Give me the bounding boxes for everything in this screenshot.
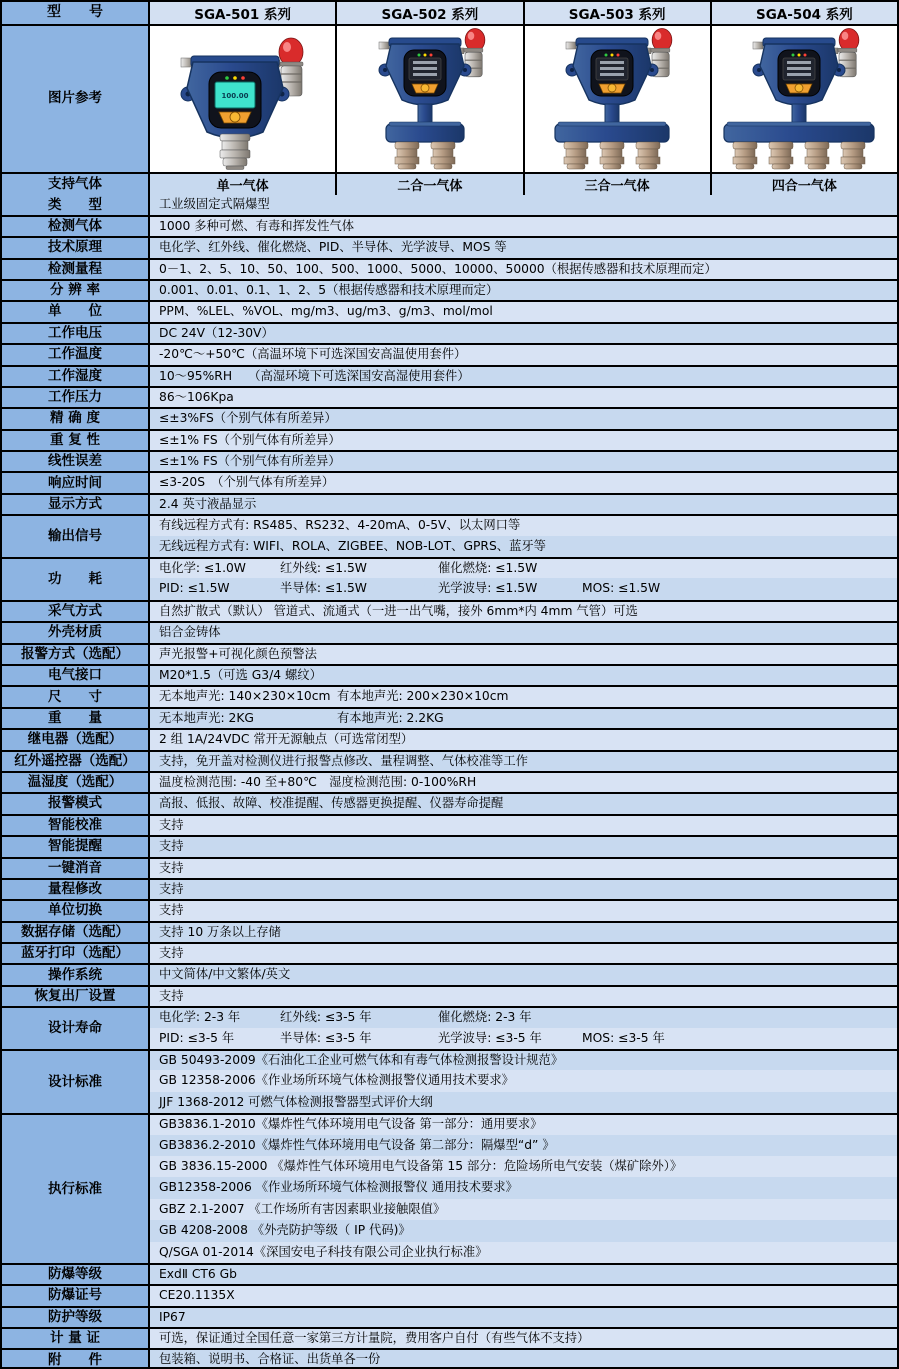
spec-row-value — [150, 388, 897, 407]
spec-row-value — [150, 431, 897, 450]
spec-value-segment: PID: ≤3-5 年 — [159, 1030, 235, 1045]
spec-value-line — [150, 709, 897, 728]
sensor-probe — [220, 134, 250, 170]
spec-row — [2, 685, 897, 706]
spec-row-value — [150, 645, 897, 664]
spec-row-value — [150, 944, 897, 963]
spec-value-segment: 电化学: 2-3 年 — [159, 1010, 241, 1025]
product-image-sga-504 — [710, 26, 897, 172]
spec-row-label: 外壳材质 — [2, 623, 150, 642]
spec-value-segment: 光学波导: ≤1.5W — [438, 581, 538, 596]
spec-row-label: 温湿度（选配） — [2, 773, 150, 792]
spec-value-line: 包装箱、说明书、合格证、出货单各一份 — [150, 1350, 897, 1369]
spec-row — [2, 1049, 897, 1113]
spec-row-value — [150, 1308, 897, 1327]
spec-row-value — [150, 473, 897, 492]
spec-value-line: 中文简体/中文繁体/英文 — [150, 965, 897, 984]
spec-row-value — [150, 752, 897, 771]
spec-row-label: 智能提醒 — [2, 837, 150, 856]
spec-value-line: GB 50493-2009《石油化工企业可燃气体和有毒气体检测报警设计规范》 — [150, 1051, 897, 1070]
spec-row — [2, 942, 897, 963]
spec-row-value — [150, 602, 897, 621]
spec-value-line: 支持 10 万条以上存储 — [150, 923, 897, 942]
spec-value-line: 电化学、红外线、催化燃烧、PID、半导体、光学波导、MOS 等 — [150, 238, 897, 257]
spec-row-value — [150, 1008, 897, 1049]
spec-row-label: 工作温度 — [2, 345, 150, 364]
spec-row-label: 功 耗 — [2, 559, 150, 600]
spec-value-line: DC 24V（12-30V） — [150, 324, 897, 343]
spec-row — [2, 514, 897, 557]
spec-row-value — [150, 217, 897, 236]
spec-value-line: -20℃～+50℃（高温环境下可选深国安高温使用套件） — [150, 345, 897, 364]
spec-row-label: 单 位 — [2, 302, 150, 321]
spec-row-label: 工作电压 — [2, 324, 150, 343]
spec-row-label: 智能校准 — [2, 816, 150, 835]
spec-row-value — [150, 666, 897, 685]
spec-value-line: ≤3-20S （个别气体有所差异） — [150, 473, 897, 492]
spec-value-line: 高报、低报、故障、校准提醒、传感器更换提醒、仪器寿命提醒 — [150, 794, 897, 813]
spec-row-value — [150, 880, 897, 899]
manifold-bar — [555, 122, 669, 142]
spec-row — [2, 899, 897, 920]
gas-detector-illustration — [340, 28, 520, 170]
spec-value-line: IP67 — [150, 1308, 897, 1327]
spec-row-label: 继电器（选配） — [2, 730, 150, 749]
supported-gas-cells — [150, 174, 897, 195]
model-name: SGA-501 系列 — [150, 2, 335, 24]
spec-row — [2, 985, 897, 1006]
spec-row — [2, 857, 897, 878]
product-image-cells — [150, 26, 897, 172]
spec-row-value — [150, 965, 897, 984]
spec-row-label: 报警方式（选配） — [2, 645, 150, 664]
spec-value-line: ≤±1% FS（个别气体有所差异） — [150, 431, 897, 450]
sensor-probes — [733, 142, 865, 169]
model-name: SGA-502 系列 — [335, 2, 522, 24]
detector-body — [566, 29, 672, 126]
spec-row-value — [150, 345, 897, 364]
spec-row — [2, 195, 897, 214]
spec-value-segment: MOS: ≤3-5 年 — [582, 1030, 665, 1045]
gas-row-label: 支持气体 — [2, 174, 150, 195]
spec-row — [2, 300, 897, 321]
spec-row-value — [150, 195, 897, 214]
spec-value-line: 10～95%RH （高湿环境下可选深国安高湿使用套件） — [150, 367, 897, 386]
spec-row-label: 单位切换 — [2, 901, 150, 920]
model-row-label: 型 号 — [2, 2, 150, 24]
spec-row-label: 工作湿度 — [2, 367, 150, 386]
spec-row-value — [150, 923, 897, 942]
spec-value-line: 工业级固定式隔爆型 — [150, 195, 897, 214]
spec-row-label: 电气接口 — [2, 666, 150, 685]
spec-row-label: 响应时间 — [2, 473, 150, 492]
spec-row-value — [150, 987, 897, 1006]
spec-row-value — [150, 452, 897, 471]
spec-row-label: 量程修改 — [2, 880, 150, 899]
spec-row-label: 采气方式 — [2, 602, 150, 621]
spec-value-line: 支持 — [150, 816, 897, 835]
spec-value-line: 温度检测范围: -40 至+80℃ 湿度检测范围: 0-100%RH — [150, 773, 897, 792]
spec-row — [2, 664, 897, 685]
model-name: SGA-504 系列 — [710, 2, 897, 24]
spec-value-line: 2 组 1A/24VDC 常开无源触点（可选常闭型） — [150, 730, 897, 749]
spec-value-segment: 催化燃烧: 2-3 年 — [438, 1010, 532, 1025]
spec-row-value — [150, 816, 897, 835]
spec-row-value — [150, 1265, 897, 1284]
spec-value-segment: 有本地声光: 200×230×10cm — [337, 689, 509, 704]
spec-value-segment: 催化燃烧: ≤1.5W — [438, 561, 538, 576]
spec-row — [2, 215, 897, 236]
spec-value-line — [150, 1008, 897, 1027]
spec-row-label: 恢复出厂设置 — [2, 987, 150, 1006]
spec-value-segment: 电化学: ≤1.0W — [159, 561, 246, 576]
spec-row-value — [150, 730, 897, 749]
spec-value-segment: 无本地声光: 2KG — [159, 710, 254, 725]
spec-value-line: ≤±1% FS（个别气体有所差异） — [150, 452, 897, 471]
spec-value-line: 支持 — [150, 987, 897, 1006]
spec-row — [2, 258, 897, 279]
spec-row — [2, 771, 897, 792]
spec-value-line: 有线远程方式有: RS485、RS232、4-20mA、0-5V、以太网口等 — [150, 516, 897, 535]
spec-row-label: 类 型 — [2, 195, 150, 214]
spec-value-line: 可选，保证通过全国任意一家第三方计量院，费用客户自付（有些气体不支持） — [150, 1329, 897, 1348]
spec-row-label: 设计标准 — [2, 1051, 150, 1113]
spec-row-label: 设计寿命 — [2, 1008, 150, 1049]
detector-body — [753, 29, 859, 126]
spec-row — [2, 600, 897, 621]
spec-row-label: 防爆证号 — [2, 1286, 150, 1305]
spec-row-label: 重 量 — [2, 709, 150, 728]
spec-row-label: 检测气体 — [2, 217, 150, 236]
spec-value-line: GBZ 2.1-2007 《工作场所有害因素职业接触限值》 — [150, 1199, 897, 1220]
spec-value-segment: 有本地声光: 2.2KG — [337, 710, 444, 725]
spec-row — [2, 1284, 897, 1305]
spec-value-line: GB 12358-2006《作业场所环境气体检测报警仪通用技术要求》 — [150, 1070, 897, 1091]
spec-row — [2, 236, 897, 257]
spec-row-label: 精 确 度 — [2, 409, 150, 428]
spec-value-line: CE20.1135X — [150, 1286, 897, 1305]
spec-row — [2, 1327, 897, 1348]
spec-value-line: GB 3836.15-2000 《爆炸性气体环境用电气设备第 15 部分：危险场所电气安装（煤矿除外）》 — [150, 1156, 897, 1177]
spec-value-line — [150, 1028, 897, 1049]
spec-value-line: 2.4 英寸液晶显示 — [150, 495, 897, 514]
spec-value-line: GB 4208-2008 《外壳防护等级（ IP 代码)》 — [150, 1220, 897, 1241]
spec-row-value — [150, 901, 897, 920]
spec-row — [2, 792, 897, 813]
detector-body — [181, 38, 303, 138]
spec-value-line: 1000 多种可燃、有毒和挥发性气体 — [150, 217, 897, 236]
spec-row — [2, 621, 897, 642]
spec-value-line: 支持 — [150, 837, 897, 856]
spec-row — [2, 407, 897, 428]
spec-value-line: M20*1.5（可选 G3/4 螺纹） — [150, 666, 897, 685]
spec-row-label: 执行标准 — [2, 1115, 150, 1263]
spec-value-line — [150, 687, 897, 706]
spec-row — [2, 835, 897, 856]
spec-row — [2, 1263, 897, 1284]
spec-value-line: 0.001、0.01、0.1、1、2、5（根据传感器和技术原理而定） — [150, 281, 897, 300]
spec-row — [2, 1113, 897, 1263]
spec-row-label: 技术原理 — [2, 238, 150, 257]
spec-row-label: 检测量程 — [2, 260, 150, 279]
spec-row-value — [150, 623, 897, 642]
spec-value-line: ExdⅡ CT6 Gb — [150, 1265, 897, 1284]
spec-value-segment: MOS: ≤1.5W — [582, 581, 661, 596]
supported-gas-value: 二合一气体 — [335, 174, 522, 195]
spec-value-line — [150, 559, 897, 578]
spec-row — [2, 322, 897, 343]
spec-row-label: 计 量 证 — [2, 1329, 150, 1348]
gas-detector-illustration — [527, 28, 707, 170]
spec-row-value — [150, 1286, 897, 1305]
spec-row-label: 分 辨 率 — [2, 281, 150, 300]
spec-value-line: Q/SGA 01-2014《深国安电子科技有限公司企业执行标准》 — [150, 1242, 897, 1263]
spec-value-line: PPM、%LEL、%VOL、mg/m3、ug/m3、g/m3、mol/mol — [150, 302, 897, 321]
manifold-bar — [724, 122, 874, 142]
spec-row-value — [150, 367, 897, 386]
image-row — [2, 24, 897, 172]
spec-value-segment: 红外线: ≤3-5 年 — [280, 1010, 372, 1025]
spec-row-value — [150, 495, 897, 514]
spec-row-value — [150, 559, 897, 600]
sensor-probes — [395, 142, 455, 169]
spec-row-label: 防爆等级 — [2, 1265, 150, 1284]
spec-row-label: 蓝牙打印（选配） — [2, 944, 150, 963]
spec-value-line: 自然扩散式（默认） 管道式、流通式（一进一出气嘴，接外 6mm*内 4mm 气管）可选 — [150, 602, 897, 621]
spec-row-label: 显示方式 — [2, 495, 150, 514]
manifold-bar — [386, 122, 464, 142]
spec-row-value — [150, 409, 897, 428]
sensor-probes — [564, 142, 660, 169]
spec-value-line: 铝合金铸体 — [150, 623, 897, 642]
spec-value-line: 支持 — [150, 859, 897, 878]
spec-row-label: 工作压力 — [2, 388, 150, 407]
spec-row-value — [150, 238, 897, 257]
spec-row-value — [150, 281, 897, 300]
spec-row — [2, 1348, 897, 1369]
screen-reading: 100.00 — [221, 92, 249, 100]
spec-row — [2, 643, 897, 664]
detector-body — [379, 29, 485, 126]
spec-row — [2, 429, 897, 450]
spec-row-value — [150, 302, 897, 321]
spec-row — [2, 557, 897, 600]
model-name: SGA-503 系列 — [523, 2, 710, 24]
spec-value-segment: 红外线: ≤1.5W — [280, 561, 367, 576]
spec-value-line — [150, 578, 897, 599]
image-row-label: 图片参考 — [2, 26, 150, 172]
product-image-sga-501 — [150, 26, 335, 172]
spec-row-label: 数据存储（选配） — [2, 923, 150, 942]
supported-gas-value: 三合一气体 — [523, 174, 710, 195]
supported-gas-row — [2, 172, 897, 195]
spec-row-value — [150, 260, 897, 279]
spec-value-line: ≤±3%FS（个别气体有所差异） — [150, 409, 897, 428]
spec-row-label: 重 复 性 — [2, 431, 150, 450]
spec-row-label: 报警模式 — [2, 794, 150, 813]
supported-gas-value: 四合一气体 — [710, 174, 897, 195]
spec-row — [2, 471, 897, 492]
spec-row — [2, 1306, 897, 1327]
spec-row-value — [150, 709, 897, 728]
spec-value-segment: PID: ≤1.5W — [159, 581, 230, 596]
spec-row-label: 输出信号 — [2, 516, 150, 557]
gas-detector-illustration — [714, 28, 894, 170]
spec-value-line: 支持 — [150, 944, 897, 963]
spec-row-value — [150, 859, 897, 878]
spec-row — [2, 878, 897, 899]
spec-row — [2, 450, 897, 471]
model-name-cells — [150, 2, 897, 24]
spec-row-value — [150, 1350, 897, 1369]
spec-value-line: 86～106Kpa — [150, 388, 897, 407]
spec-row-label: 防护等级 — [2, 1308, 150, 1327]
spec-value-line: 声光报警+可视化颜色预警法 — [150, 645, 897, 664]
product-image-sga-502 — [335, 26, 522, 172]
spec-row — [2, 814, 897, 835]
spec-value-line: GB3836.1-2010《爆炸性气体环境用电气设备 第一部分：通用要求》 — [150, 1115, 897, 1134]
spec-row — [2, 921, 897, 942]
spec-row — [2, 1006, 897, 1049]
spec-row — [2, 728, 897, 749]
spec-row-value — [150, 837, 897, 856]
product-image-sga-503 — [523, 26, 710, 172]
spec-row-label: 红外遥控器（选配） — [2, 752, 150, 771]
spec-value-segment: 光学波导: ≤3-5 年 — [438, 1030, 542, 1045]
spec-row-value — [150, 324, 897, 343]
spec-row — [2, 493, 897, 514]
spec-value-line: GB12358-2006 《作业场所环境气体检测报警仪 通用技术要求》 — [150, 1177, 897, 1198]
spec-row-value — [150, 1051, 897, 1113]
spec-value-line: JJF 1368-2012 可燃气体检测报警器型式评价大纲 — [150, 1092, 897, 1113]
spec-value-line: 支持 — [150, 880, 897, 899]
spec-row-value — [150, 687, 897, 706]
spec-row-label: 线性误差 — [2, 452, 150, 471]
spec-row — [2, 750, 897, 771]
spec-value-segment: 半导体: ≤1.5W — [280, 581, 367, 596]
spec-value-line: 支持，免开盖对检测仪进行报警点修改、量程调整、气体校准等工作 — [150, 752, 897, 771]
spec-row — [2, 963, 897, 984]
spec-row-value — [150, 1115, 897, 1263]
spec-row-label: 尺 寸 — [2, 687, 150, 706]
spec-row-value — [150, 1329, 897, 1348]
spec-row-value — [150, 794, 897, 813]
spec-value-line: 支持 — [150, 901, 897, 920]
spec-row — [2, 279, 897, 300]
spec-value-line: GB3836.2-2010《爆炸性气体环境用电气设备 第二部分：隔爆型“d” 》 — [150, 1135, 897, 1156]
spec-row — [2, 386, 897, 407]
header-row — [2, 2, 897, 24]
spec-value-line: 0－1、2、5、10、50、100、500、1000、5000、10000、50000（根据传感器和技术原理而定） — [150, 260, 897, 279]
spec-row-value — [150, 516, 897, 557]
spec-row-label: 一键消音 — [2, 859, 150, 878]
spec-row — [2, 365, 897, 386]
spec-value-segment: 无本地声光: 140×230×10cm — [159, 689, 331, 704]
gas-detector-illustration — [153, 28, 333, 170]
spec-row — [2, 343, 897, 364]
spec-row-label: 附 件 — [2, 1350, 150, 1369]
supported-gas-value: 单一气体 — [150, 174, 335, 195]
spec-row-label: 操作系统 — [2, 965, 150, 984]
spec-row — [2, 707, 897, 728]
spec-row-value — [150, 773, 897, 792]
spec-value-segment: 半导体: ≤3-5 年 — [280, 1030, 372, 1045]
spec-value-line: 无线远程方式有: WIFI、ROLA、ZIGBEE、NOB-LOT、GPRS、蓝牙等 — [150, 536, 897, 557]
